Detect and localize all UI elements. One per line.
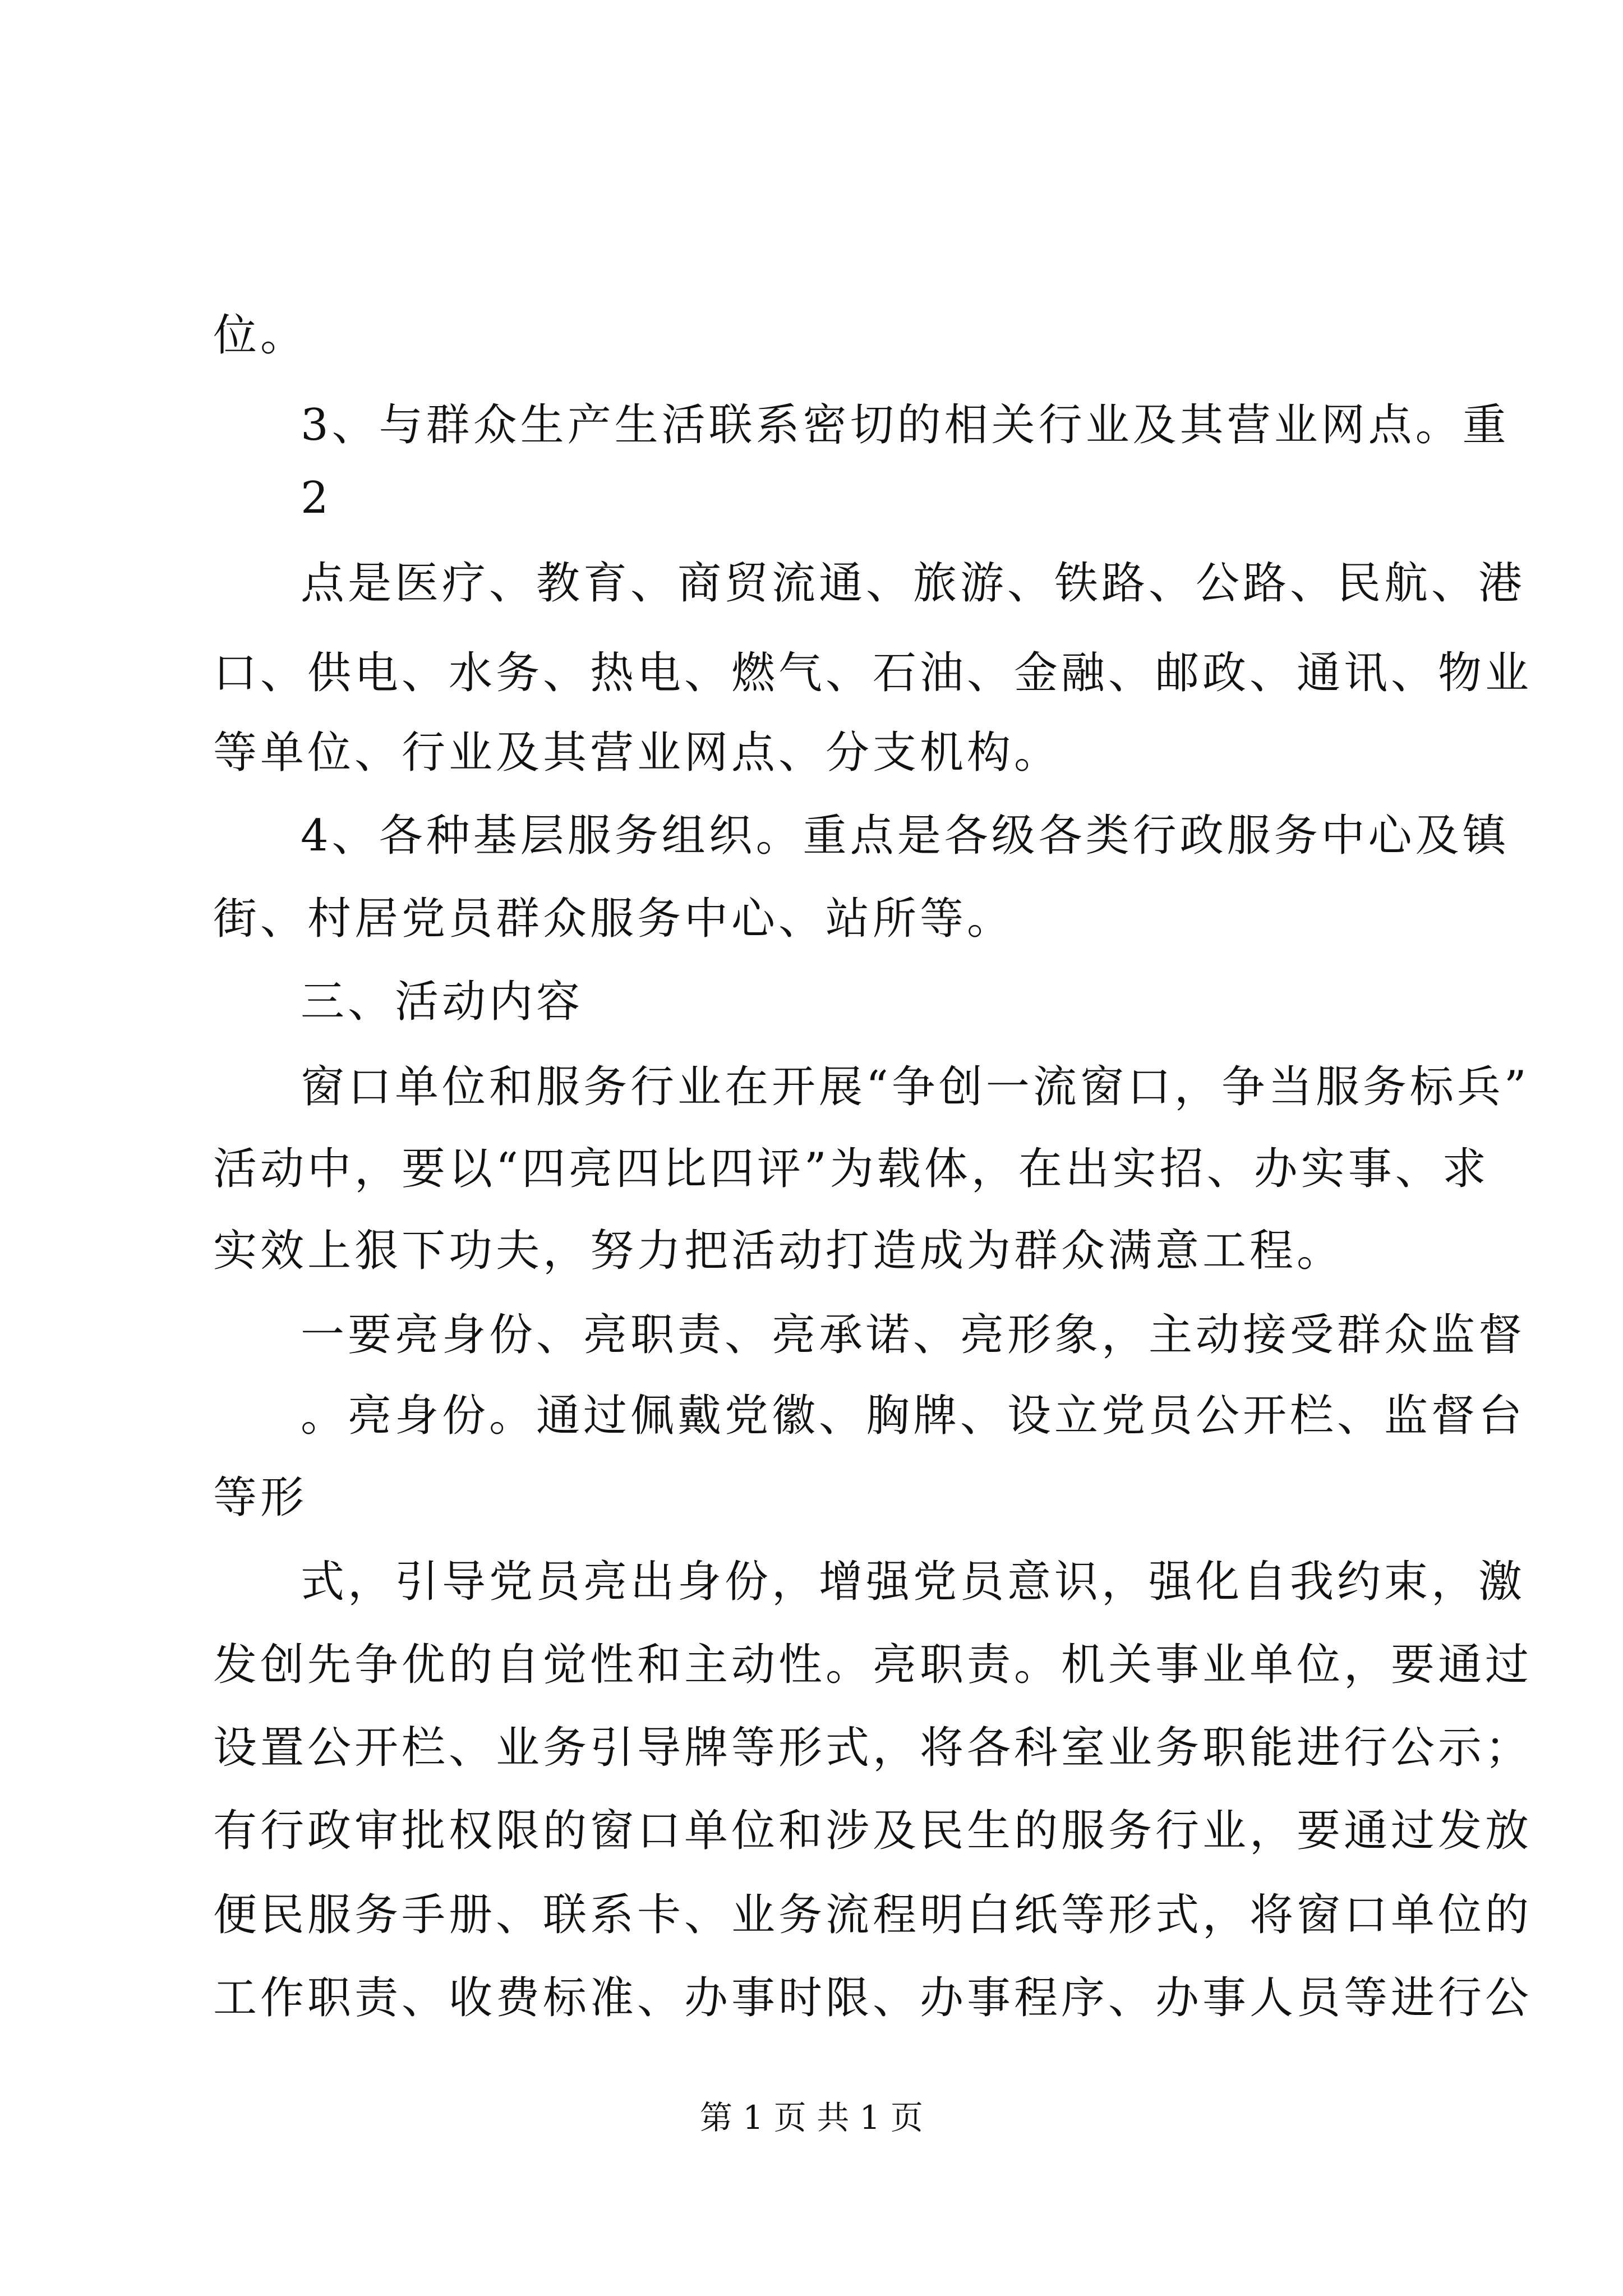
body-text-line: 口、供电、水务、热电、燃气、石油、金融、邮政、通讯、物业: [213, 648, 1533, 698]
body-text-line: 实效上狠下功夫，努力把活动打造成为群众满意工程。: [213, 1226, 1344, 1276]
body-text-line: 等单位、行业及其营业网点、分支机构。: [213, 728, 1062, 778]
section-heading: 三、活动内容: [301, 977, 584, 1027]
body-text-line: 3、与群众生产生活联系密切的相关行业及其营业网点。重: [301, 400, 1510, 450]
body-text-line: 活动中，要以“四亮四比四评”为载体，在出实招、办实事、求: [213, 1144, 1490, 1194]
page-footer: 第 1 页 共 1 页: [700, 2099, 923, 2137]
body-text-line: 等形: [213, 1473, 308, 1523]
body-text-line: 设置公开栏、业务引导牌等形式，将各科室业务职能进行公示；: [213, 1723, 1533, 1773]
body-text-line: 窗口单位和服务行业在开展“争创一流窗口，争当服务标兵”: [301, 1062, 1530, 1112]
body-text-line: 便民服务手册、联系卡、业务流程明白纸等形式，将窗口单位的: [213, 1890, 1533, 1940]
body-text-line: 有行政审批权限的窗口单位和涉及民生的服务行业，要通过发放: [213, 1806, 1533, 1856]
body-text-line: 工作职责、收费标准、办事时限、办事程序、办事人员等进行公: [213, 1973, 1533, 2023]
body-text-line: 2: [301, 473, 332, 523]
body-text-line: 发创先争优的自觉性和主动性。亮职责。机关事业单位，要通过: [213, 1640, 1533, 1690]
body-text-line: 点是医疗、教育、商贸流通、旅游、铁路、公路、民航、港: [301, 558, 1526, 609]
body-text-line: 4、各种基层服务组织。重点是各级各类行政服务中心及镇: [301, 811, 1510, 861]
body-text-line: 位。: [213, 310, 308, 361]
body-text-line: 。亮身份。通过佩戴党徽、胸牌、设立党员公开栏、监督台: [301, 1391, 1526, 1441]
body-text-line: 一要亮身份、亮职责、亮承诺、亮形象，主动接受群众监督: [301, 1310, 1526, 1360]
body-text-line: 街、村居党员群众服务中心、站所等。: [213, 894, 1015, 944]
body-text-line: 式，引导党员亮出身份，增强党员意识，强化自我约束，激: [301, 1557, 1526, 1607]
